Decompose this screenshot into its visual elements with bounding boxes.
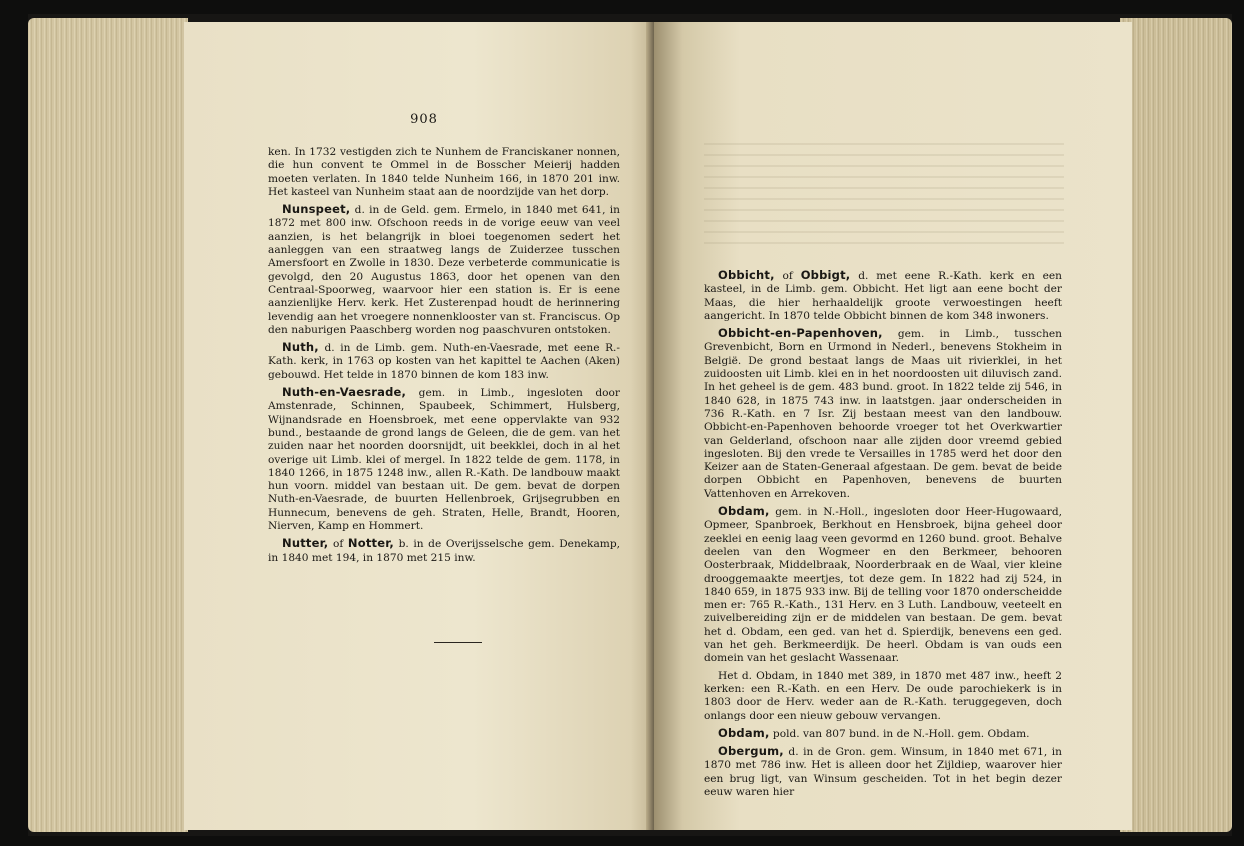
entry-nutter	[268, 537, 620, 565]
entry-heading: Nuth-en-Vaesrade,	[282, 385, 407, 400]
entry-nuth-en-vaesrade	[268, 386, 620, 533]
entry-body: d. in de Limb. gem. Nuth-en-Vaesrade, met eene R.-Kath. kerk, in 1763 op kosten van het kapittel te Aachen (Aken) gebouwd. Het telde in 1870 binnen de kom 183 inw.	[268, 342, 620, 381]
page-number: 908	[410, 112, 438, 127]
entry-heading: Obbicht-en-Papenhoven,	[718, 326, 883, 341]
entry-obergum	[704, 745, 1062, 799]
entry-heading: Obergum,	[718, 744, 784, 759]
entry-body: d. in de Gron. gem. Winsum, in 1840 met 671, in 1870 met 786 inw. Het is alleen door het Zijldiep, waarover hier een brug ligt, van Winsum gescheiden. Tot in het begin dezer eeuw waren hier	[704, 746, 1062, 798]
show-through-text	[704, 134, 1064, 244]
entry-heading: Nuth,	[282, 340, 319, 355]
page-edges-right	[1120, 18, 1232, 832]
section-divider	[434, 642, 482, 643]
entry-heading: Obbicht,	[718, 268, 775, 282]
entry-obdam-polder	[704, 727, 1062, 741]
entry-body: Het d. Obdam, in 1840 met 389, in 1870 met 487 inw., heeft 2 kerken: een R.-Kath. en een Herv. De oude parochiekerk is in 1803 door de Herv. weder aan de R.-Kath. teruggegeven, doch onlangs door een nieuw gebouw vervangen.	[704, 669, 1062, 722]
right-page	[654, 22, 1132, 830]
right-page-text	[704, 269, 1062, 803]
entry-heading: Obdam,	[718, 725, 770, 740]
entry-obbicht	[704, 269, 1062, 323]
entry-heading-alt: Notter,	[347, 536, 394, 551]
entry-body: pold. van 807 bund. in de N.-Holl. gem. Obdam.	[769, 727, 1030, 740]
entry-obdam-gem	[704, 505, 1062, 666]
entry-body-cont: d. met eene R.-Kath. kerk en een kasteel, in de Limb. gem. Obbicht. Het ligt aan eene bocht der Maas, die hier herhaaldelijk groote verwoestingen heeft aangericht. In 1870 telde Obbicht binnen de kom 348 inwoners.	[704, 270, 1062, 322]
entry-nuth	[268, 341, 620, 382]
entry-body: d. in de Geld. gem. Ermelo, in 1840 met 641, in 1872 met 800 inw. Ofschoon reeds in de vorige eeuw van veel aanzien, is het belangrijk in bloei toegenomen sedert het aanleggen van een straatweg langs de Zuiderzee tusschen Amersfoort en Zwolle in 1830. Deze verbeterde communicatie is gevolgd, den 20 Augustus 1863, door het openen van den Centraal-Spoorweg, waarvoor hier een station is. Er is eene aanzienlijke Herv. kerk. Het Zusterenpad houdt de herinnering levendig aan het vroegere nonnenklooster van st. Franciscus. Op den naburigen Paaschberg worden nog paaschvuren ontstoken.	[268, 204, 620, 336]
entry-body: of	[774, 270, 801, 282]
left-page-text	[268, 146, 620, 569]
paragraph-nunheim-cont: ken. In 1732 vestigden zich te Nunhem de Franciskaner nonnen, die hun convent te Ommel in de Bosscher Meierij hadden moeten verlaten. In 1840 telde Nunheim 166, in 1870 201 inw. Het kasteel van Nunheim staat aan de noordzijde van het dorp.	[268, 146, 620, 198]
book-spread	[28, 14, 1232, 836]
entry-body: gem. in N.-Holl., ingesloten door Heer-Hugowaard, Opmeer, Spanbroek, Berkhout en Hensbroek, bijna geheel door zeeklei en eenig laag veen gevormd en 1260 bund. groot. Behalve deelen van den Wogmeer en den Berkmeer, behooren Oosterbraak, Middelbraak, Noorderbraak en de Waal, vier kleine drooggemaakte meertjes, tot deze gem. In 1822 had zij 524, in 1840 659, in 1875 933 inw. Bij de telling voor 1870 onderscheidde men er: 765 R.-Kath., 131 Herv. en 3 Luth. Landbouw, veeteelt en zuivelbereiding zijn er de middelen van bestaan. De gem. bevat het d. Obdam, een ged. van het d. Spierdijk, benevens een ged. van het geh. Berkmeerdijk. De heerl. Obdam is van ouds een domein van het geslacht Wassenaar.	[704, 506, 1062, 665]
entry-body: gem. in Limb., tusschen Grevenbicht, Born en Urmond in Nederl., benevens Stokheim in België. De grond bestaat langs de Maas uit rivierklei, in het zuidoosten uit Limb. klei en in het noordoosten uit diluvisch zand. In het geheel is de gem. 483 bund. groot. In 1822 telde zij 546, in 1840 628, in 1875 743 inw. in laatstgen. jaar onderscheiden in 736 R.-Kath. en 7 Isr. Zij bestaan meest van den landbouw. Obbicht-en-Papenhoven behoorde vroeger tot het Overkwartier van Gelderland, ofschoon naar alle zijden door vreemd gebied ingesloten. Bij den vrede te Versailles in 1785 werd het door den Keizer aan de Staten-Generaal afgestaan. De gem. bevat de beide dorpen Obbicht en Papenhoven, benevens de buurten Vattenhoven en Arrekoven.	[704, 328, 1062, 500]
entry-heading: Nunspeet,	[282, 202, 351, 217]
left-page	[184, 22, 664, 830]
entry-body-cont: b. in de Overijsselsche gem. Denekamp, in 1840 met 194, in 1870 met 215 inw.	[268, 538, 620, 564]
entry-obdam-dorp	[704, 670, 1062, 723]
entry-nunspeet	[268, 203, 620, 337]
entry-obbicht-en-papenhoven	[704, 327, 1062, 501]
entry-heading: Nutter,	[282, 536, 329, 551]
entry-body: of	[328, 538, 348, 551]
entry-heading: Obdam,	[718, 504, 770, 519]
entry-body: gem. in Limb., ingesloten door Amstenrade, Schinnen, Spaubeek, Schimmert, Hulsberg, Wijnandsrade en Hoensbroek, met eene oppervlakte van 932 bund., bestaande de grond langs de Geleen, die de gem. van het zuiden naar het noorden doorsnijdt, uit beekklei, doch in al het overige uit Limb. klei of mergel. In 1822 telde de gem. 1178, in 1840 1266, in 1875 1248 inw., allen R.-Kath. De landbouw maakt hun voorn. middel van bestaan uit. De gem. bevat de dorpen Nuth-en-Vaesrade, de buurten Hellenbroek, Grijsegrubben en Hunnecum, benevens de geh. Straten, Helle, Brandt, Hooren, Nierven, Kamp en Hommert.	[268, 387, 620, 533]
page-edges-left	[28, 18, 188, 832]
entry-heading-alt: Obbigt,	[800, 268, 851, 282]
